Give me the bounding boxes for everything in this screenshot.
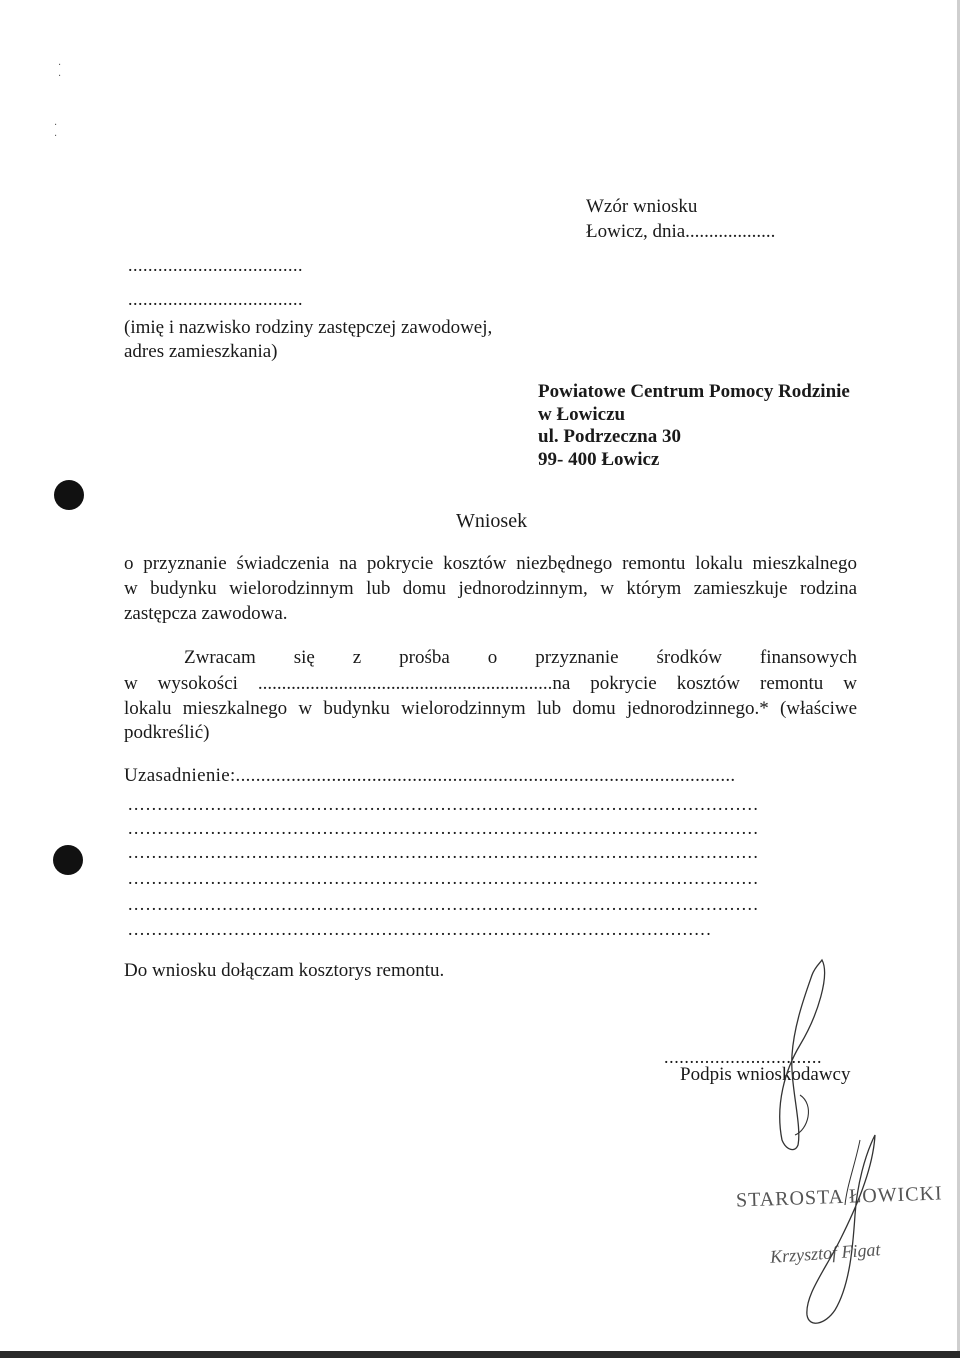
request-line-3: lokalu mieszkalnego w budynku wielorodzinnym lub domu jednorodzinnego.* (właściwe [124,698,857,719]
justification-line: ........................................................................................................... [128,842,760,862]
subject-line-3: zastępcza zawodowa. [124,603,288,624]
scan-edge-bottom [0,1351,960,1358]
place-date: Łowicz, dnia................... [586,221,776,242]
subject-line-2: w budynku wielorodzinnym lub domu jednorodzinnym, w którym zamieszkuje rodzina [124,578,857,599]
form-label: Wzór wniosku [586,196,698,217]
stamp-signature [795,1130,905,1330]
stamp-title: STAROSTA ŁOWICKI [735,1182,943,1212]
justification-line: ........................................................................................................... [128,794,760,814]
subject-line-1: o przyznanie świadczenia na pokrycie kosztów niezbędnego remontu lokalu mieszkalnego [124,553,857,574]
punch-hole-top [54,480,84,510]
justification-line: ........................................................................................................... [128,818,760,838]
justification-line: ........................................................................................................... [128,894,760,914]
recipient-line-1: Powiatowe Centrum Pomocy Rodzinie [538,381,850,402]
recipient-line-3: ul. Podrzeczna 30 [538,426,682,447]
scan-speck: · · [58,60,62,82]
document-title: Wniosek [456,510,528,532]
justification-label: Uzasadnienie:................................................................................................... [124,765,736,786]
attachment-note: Do wniosku dołączam kosztorys remontu. [124,960,445,981]
handwritten-signature [760,955,880,1155]
applicant-line-1: ................................... [128,255,303,275]
signature-dots: ............................... [664,1047,823,1067]
request-line-2: w wysokości ..............................................................na pokrycie kosztów remontu w [124,673,857,694]
request-line-1: Zwracam się z prośba o przyznanie środków finansowych [184,647,857,668]
stamp-name: Krzysztof Figat [769,1239,882,1267]
recipient-line-2: w Łowiczu [538,404,626,425]
recipient-line-4: 99- 400 Łowicz [538,449,660,470]
signature-caption: Podpis wnioskodawcy [680,1064,851,1085]
punch-hole-bottom [53,845,83,875]
request-line-4: podkreślić) [124,722,210,743]
justification-line: ........................................................................................................... [128,868,760,888]
applicant-caption-2: adres zamieszkania) [124,341,278,362]
applicant-line-2: ................................... [128,289,303,309]
scan-speck: · · [54,120,58,142]
justification-line: ................................................................................................... [128,919,713,939]
applicant-caption-1: (imię i nazwisko rodziny zastępczej zawodowej, [124,317,493,338]
